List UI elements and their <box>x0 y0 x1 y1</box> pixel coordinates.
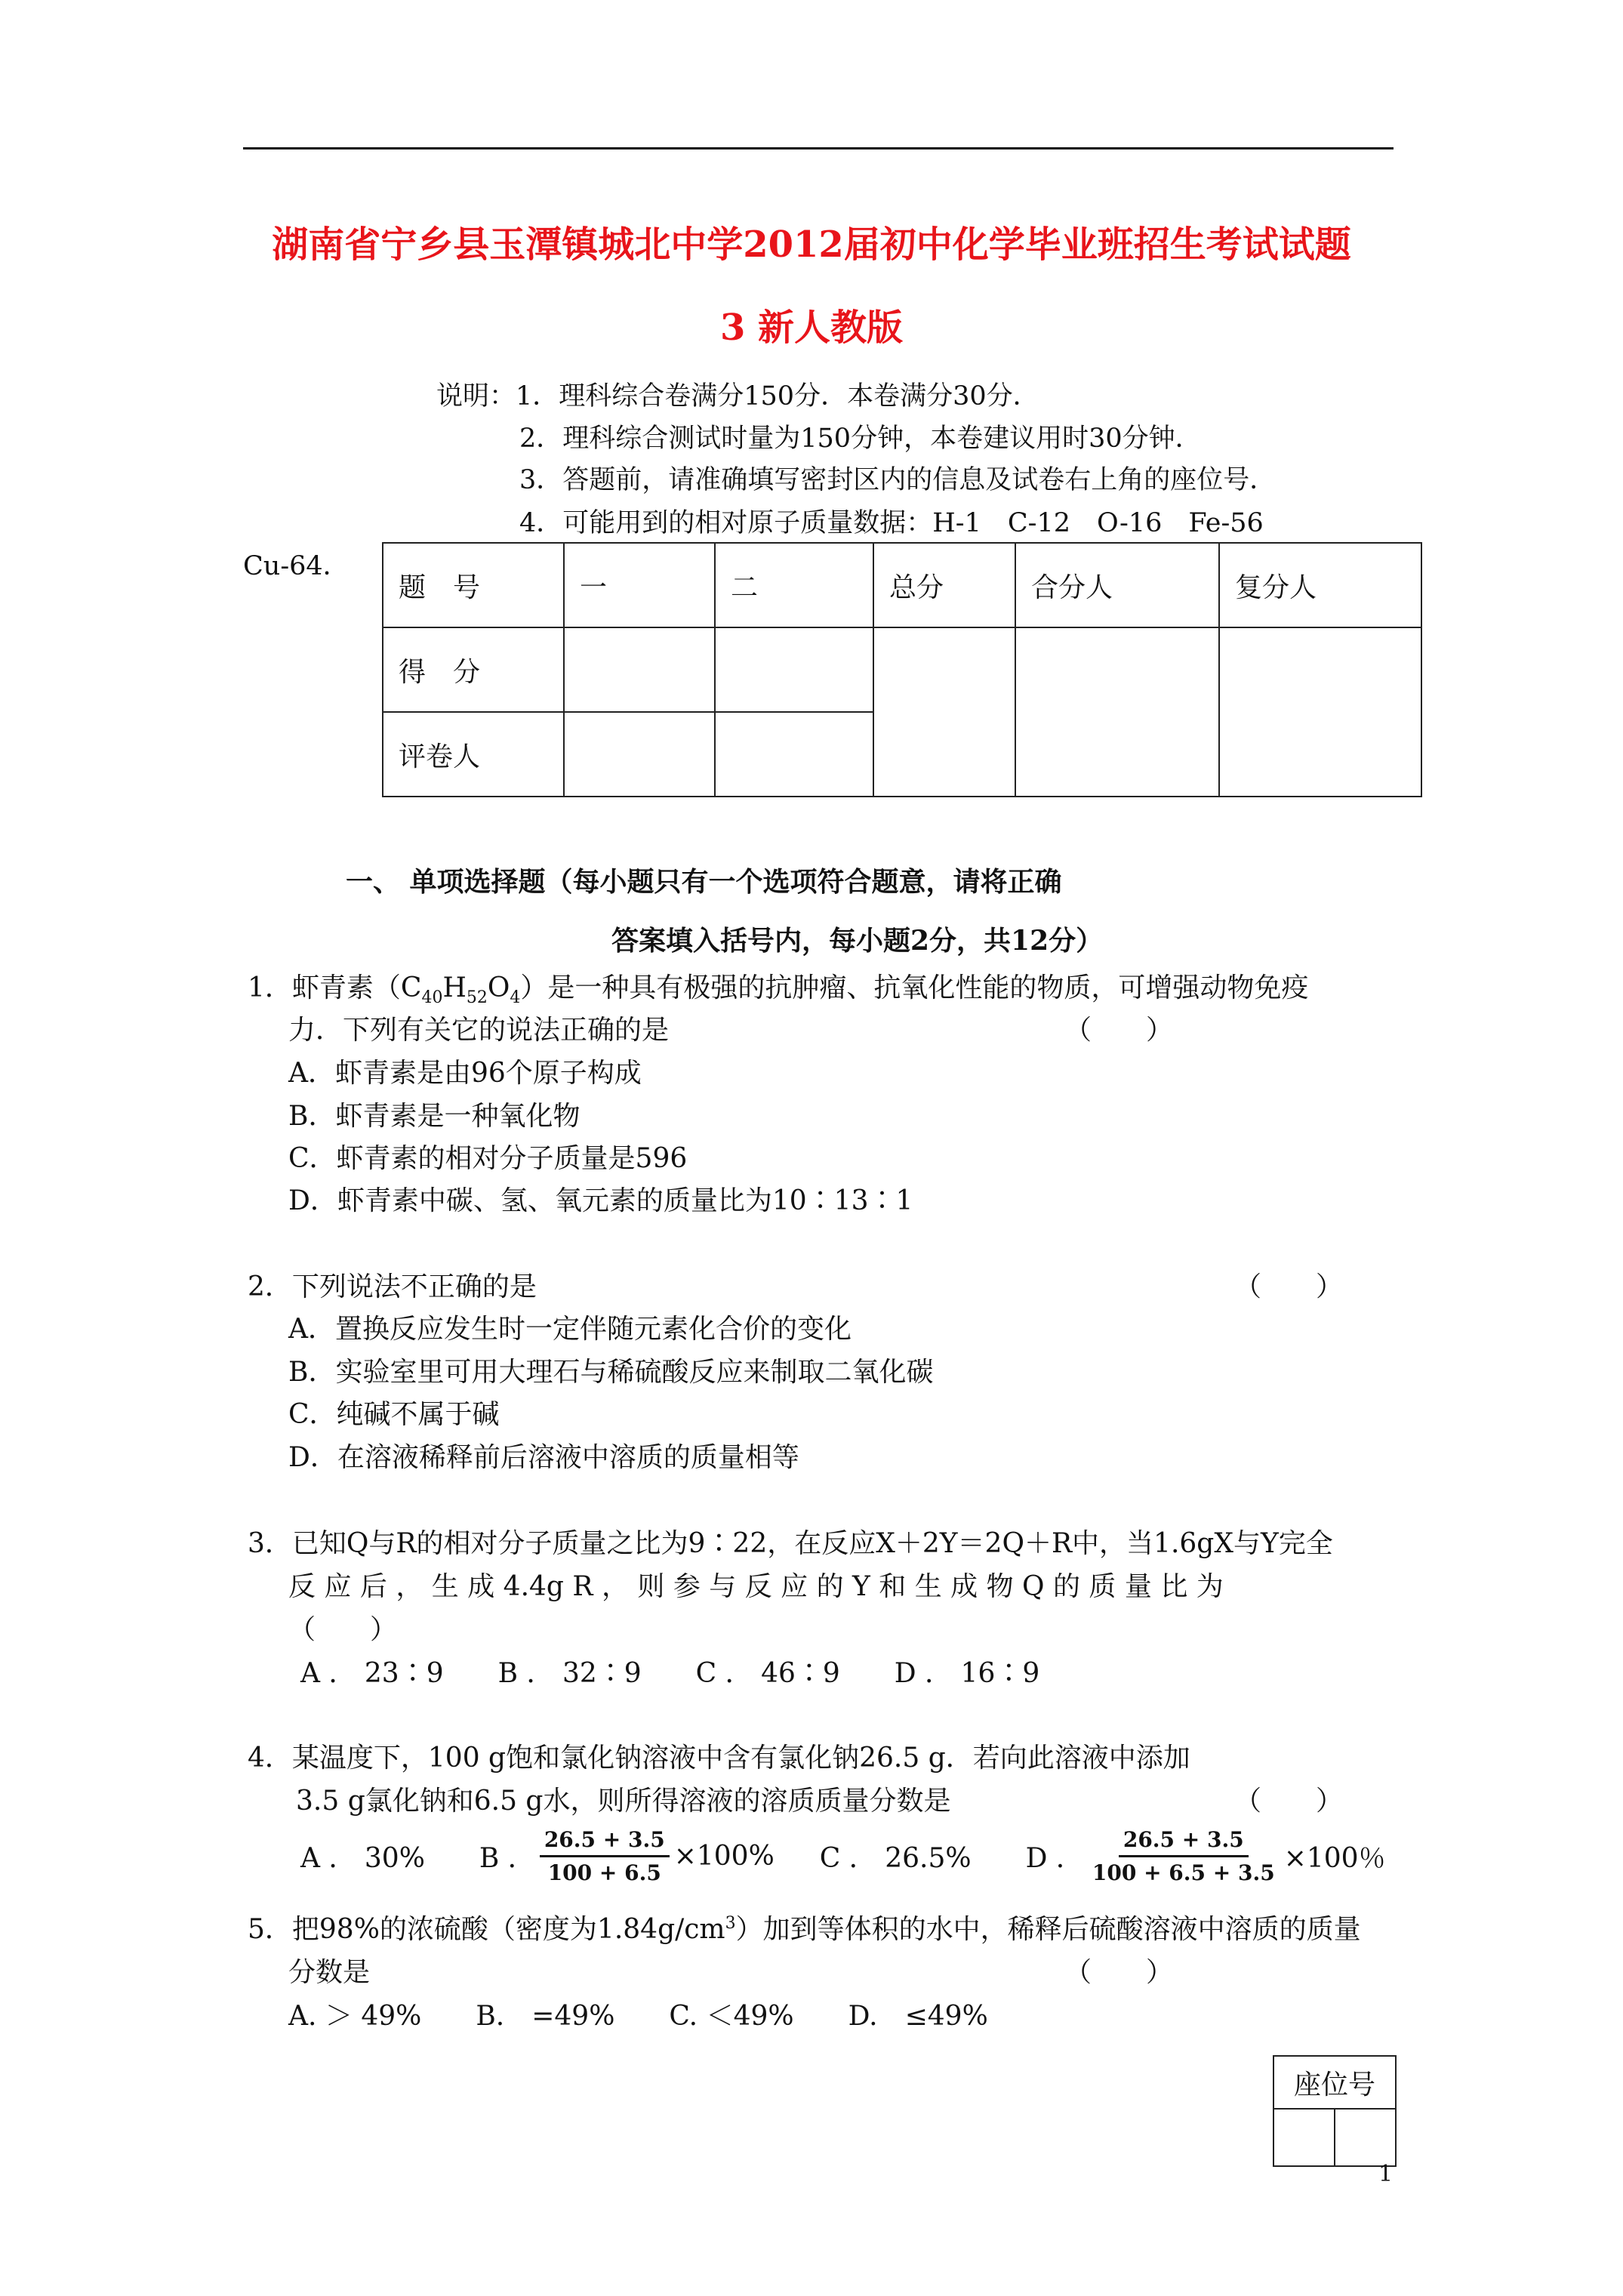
question-4-options <box>300 1827 1386 1885</box>
question-1-option-b: B．虾青素是一种氧化物 <box>288 1101 581 1132</box>
header-question-number: 题 号 <box>383 543 564 627</box>
question-1-answer-blank[interactable]: （ ） <box>1064 1015 1174 1046</box>
score-cell-2[interactable] <box>715 627 873 712</box>
page-title-line2: 3 新人教版 <box>719 307 904 349</box>
question-4-option-a: A ． 30% B ． <box>300 1843 535 1874</box>
section-heading: 一、 单项选择题（每小题只有一个选项符合题意，请将正确 <box>346 866 1062 898</box>
header-tallier: 合分人 <box>1015 543 1219 627</box>
question-1-stem-line2: 力．下列有关它的说法正确的是 <box>288 1015 670 1046</box>
seat-number-cell-1[interactable] <box>1273 2109 1335 2166</box>
header-part-2: 二 <box>715 543 873 627</box>
question-4-fraction-d: $\frac{26.5 + 3.5}{100 + 6.5 + 3.5}$ <box>1092 1827 1275 1885</box>
grader-cell-1[interactable] <box>564 712 715 797</box>
question-4-option-d-tail: ×100％ <box>1283 1843 1386 1874</box>
question-1-stem: 1．虾青素$(C_{40}H_{52}O_4)$是一种具有极强的抗肿瘤、抗氧化性能的物质，可增强动物免疫 <box>248 972 1309 1008</box>
row-score-label: 得 分 <box>383 627 564 712</box>
seat-number-cell-2[interactable] <box>1335 2109 1396 2166</box>
question-1-option-a: A．虾青素是由96个原子构成 <box>288 1058 642 1089</box>
question-5-stem: 5．把98%的浓硫酸（密度为$1.84g/cm^3$）加到等体积的水中，稀释后硫酸溶液中溶质的质量 <box>248 1914 1361 1945</box>
seat-number-box <box>1273 2055 1397 2167</box>
page-title: 湖南省宁乡县玉潭镇城北中学2012届初中化学毕业班招生考试试题 <box>272 223 1351 266</box>
header-checker: 复分人 <box>1219 543 1421 627</box>
note-2: 2．理科综合测试时量为150分钟，本卷建议用时30分钟． <box>519 424 1202 454</box>
question-4-fraction-b: $\frac{26.5 + 3.5}{100 + 6.5}$ <box>540 1827 670 1885</box>
top-rule <box>243 147 1394 149</box>
question-2-answer-blank[interactable]: （ ） <box>1234 1271 1344 1302</box>
question-2-option-b: B．实验室里可用大理石与稀硫酸反应来制取二氧化碳 <box>288 1357 934 1388</box>
question-5-answer-blank[interactable]: （ ） <box>1064 1957 1174 1988</box>
question-4-stem-line2: 3.5 g氯化钠和6.5 g水，则所得溶液的溶质质量分数是 <box>296 1786 951 1817</box>
row-grader-label: 评卷人 <box>383 712 564 797</box>
question-4-stem: 4．某温度下，100 g饱和氯化钠溶液中含有氯化钠26.5 g．若向此溶液中添加 <box>248 1743 1190 1774</box>
question-2-stem: 2．下列说法不正确的是 <box>248 1271 537 1302</box>
header-part-1: 一 <box>564 543 715 627</box>
question-2-option-a: A．置换反应发生时一定伴随元素化合价的变化 <box>288 1314 852 1345</box>
question-3-stem: 3．已知Q与R的相对分子质量之比为9∶22，在反应X＋2Y＝2Q＋R中，当1.6gX与Y完全 <box>248 1528 1333 1559</box>
tallier-cell[interactable] <box>1015 627 1219 797</box>
score-cell-1[interactable] <box>564 627 715 712</box>
note-4: 4．可能用到的相对原子质量数据：H-1 C-12 O-16 Fe-56 <box>519 508 1264 538</box>
question-4-option-c: C ． 26.5% D ． <box>819 1843 1083 1874</box>
grader-cell-2[interactable] <box>715 712 873 797</box>
score-table <box>382 542 1422 797</box>
note-1: 说明：1．理科综合卷满分150分．本卷满分30分． <box>436 381 1039 411</box>
question-5-stem-line2: 分数是 <box>288 1957 371 1988</box>
header-total: 总分 <box>873 543 1015 627</box>
note-4-continued: Cu-64． <box>243 551 350 581</box>
checker-cell[interactable] <box>1219 627 1421 797</box>
question-4-answer-blank[interactable]: （ ） <box>1234 1786 1344 1817</box>
note-3: 3．答题前，请准确填写密封区内的信息及试卷右上角的座位号． <box>519 465 1277 495</box>
question-4-option-b-tail: ×100% <box>673 1841 775 1872</box>
section-heading-line2: 答案填入括号内，每小题2分，共12分） <box>611 925 1104 957</box>
question-5-options: A. ＞ 49% B. =49% C. ＜49% D. ≤49% <box>288 2001 988 2032</box>
question-1-option-d: D．虾青素中碳、氢、氧元素的质量比为10∶13∶1 <box>288 1185 913 1216</box>
seat-number-label: 座位号 <box>1273 2056 1396 2109</box>
total-cell[interactable] <box>873 627 1015 797</box>
question-3-stem-line2: 反 应 后 ， 生 成 4.4g R ， 则 参 与 反 应 的 Y 和 生 成 物 Q 的 质 量 比 为 <box>288 1571 1224 1602</box>
question-2-option-d: D．在溶液稀释前后溶液中溶质的质量相等 <box>288 1442 799 1473</box>
question-1-option-c: C．虾青素的相对分子质量是596 <box>288 1143 688 1174</box>
page-number: 1 <box>1378 2161 1394 2187</box>
question-3-answer-blank[interactable]: （ ） <box>288 1614 398 1645</box>
question-2-option-c: C．纯碱不属于碱 <box>288 1399 500 1430</box>
question-3-options: A ． 23∶9 B ． 32∶9 C ． 46∶9 D ． 16∶9 <box>300 1658 1040 1689</box>
